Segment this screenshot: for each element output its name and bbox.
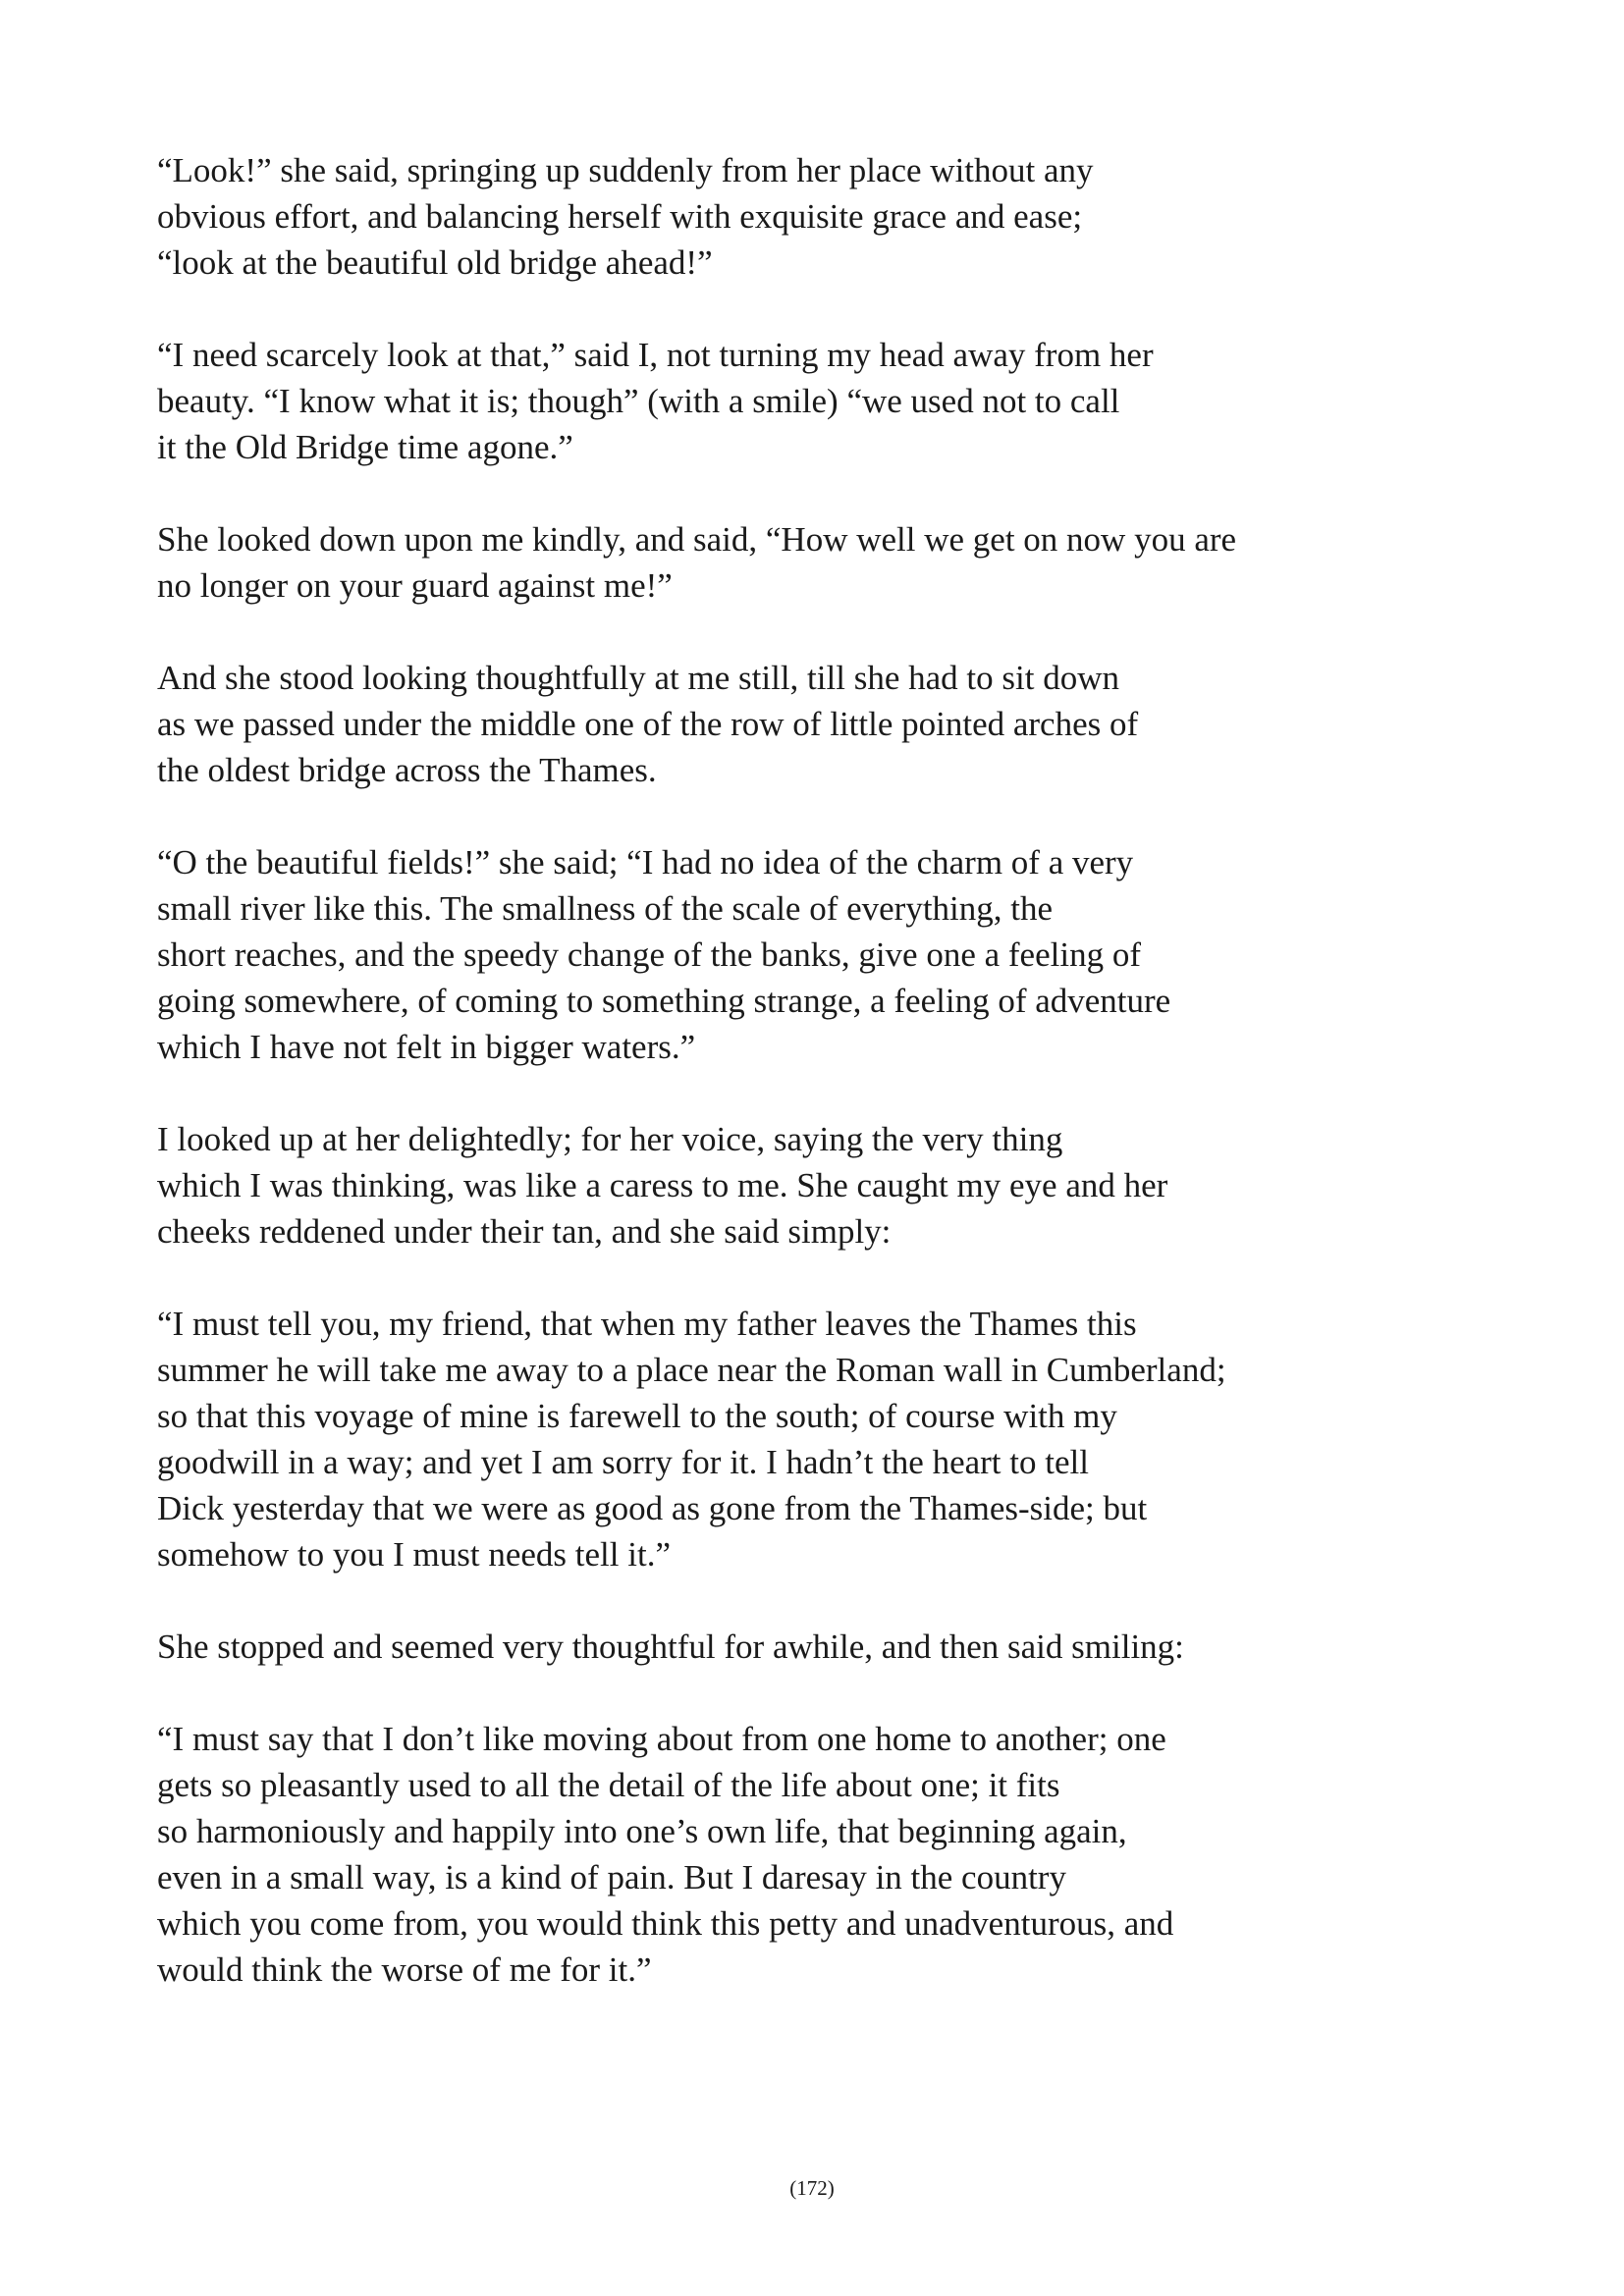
paragraph	[157, 839, 1375, 1070]
paragraph	[157, 1716, 1375, 1993]
text-line: so that this voyage of mine is farewell to the south; of course with my	[157, 1397, 1117, 1435]
text-line: She looked down upon me kindly, and said, “How well we get on now you are	[157, 520, 1237, 559]
text-line: which you come from, you would think this petty and unadventurous, and	[157, 1904, 1174, 1943]
page-number: (172)	[789, 2176, 835, 2200]
body-text	[157, 147, 1375, 2039]
text-line: which I have not felt in bigger waters.”	[157, 1028, 696, 1066]
text-line: “O the beautiful fields!” she said; “I had no idea of the charm of a very	[157, 843, 1134, 881]
text-line: She stopped and seemed very thoughtful for awhile, and then said smiling:	[157, 1628, 1184, 1666]
text-line: as we passed under the middle one of the row of little pointed arches of	[157, 705, 1139, 743]
text-line: summer he will take me away to a place near the Roman wall in Cumberland;	[157, 1351, 1226, 1389]
paragraph	[157, 147, 1375, 286]
text-line: Dick yesterday that we were as good as gone from the Thames-side; but	[157, 1489, 1148, 1527]
paragraph	[157, 332, 1375, 470]
text-line: gets so pleasantly used to all the detail of the life about one; it fits	[157, 1766, 1060, 1804]
text-line: small river like this. The smallness of the scale of everything, the	[157, 889, 1054, 928]
text-line: the oldest bridge across the Thames.	[157, 751, 657, 789]
paragraph	[157, 1301, 1375, 1577]
text-line: “I need scarcely look at that,” said I, not turning my head away from her	[157, 336, 1154, 374]
text-line: I looked up at her delightedly; for her voice, saying the very thing	[157, 1120, 1063, 1158]
text-line: even in a small way, is a kind of pain. But I daresay in the country	[157, 1858, 1066, 1896]
text-line: no longer on your guard against me!”	[157, 566, 673, 605]
text-line: would think the worse of me for it.”	[157, 1950, 652, 1989]
text-line: cheeks reddened under their tan, and she said simply:	[157, 1212, 892, 1251]
text-line: it the Old Bridge time agone.”	[157, 428, 573, 466]
text-line: “I must say that I don’t like moving about from one home to another; one	[157, 1720, 1166, 1758]
text-line: beauty. “I know what it is; though” (with a smile) “we used not to call	[157, 382, 1120, 420]
text-line: goodwill in a way; and yet I am sorry for it. I hadn’t the heart to tell	[157, 1443, 1089, 1481]
text-line: which I was thinking, was like a caress to me. She caught my eye and her	[157, 1166, 1168, 1204]
text-line: obvious effort, and balancing herself with exquisite grace and ease;	[157, 197, 1083, 236]
text-line: “I must tell you, my friend, that when my father leaves the Thames this	[157, 1305, 1137, 1343]
paragraph	[157, 1624, 1375, 1670]
paragraph	[157, 655, 1375, 793]
text-line: so harmoniously and happily into one’s own life, that beginning again,	[157, 1812, 1127, 1850]
text-line: “Look!” she said, springing up suddenly from her place without any	[157, 151, 1094, 189]
text-line: somehow to you I must needs tell it.”	[157, 1535, 671, 1574]
paragraph	[157, 1116, 1375, 1255]
text-line: short reaches, and the speedy change of the banks, give one a feeling of	[157, 935, 1141, 974]
text-line: “look at the beautiful old bridge ahead!”	[157, 243, 713, 282]
paragraph	[157, 516, 1375, 609]
text-line: And she stood looking thoughtfully at me still, till she had to sit down	[157, 659, 1119, 697]
text-line: going somewhere, of coming to something strange, a feeling of adventure	[157, 982, 1171, 1020]
